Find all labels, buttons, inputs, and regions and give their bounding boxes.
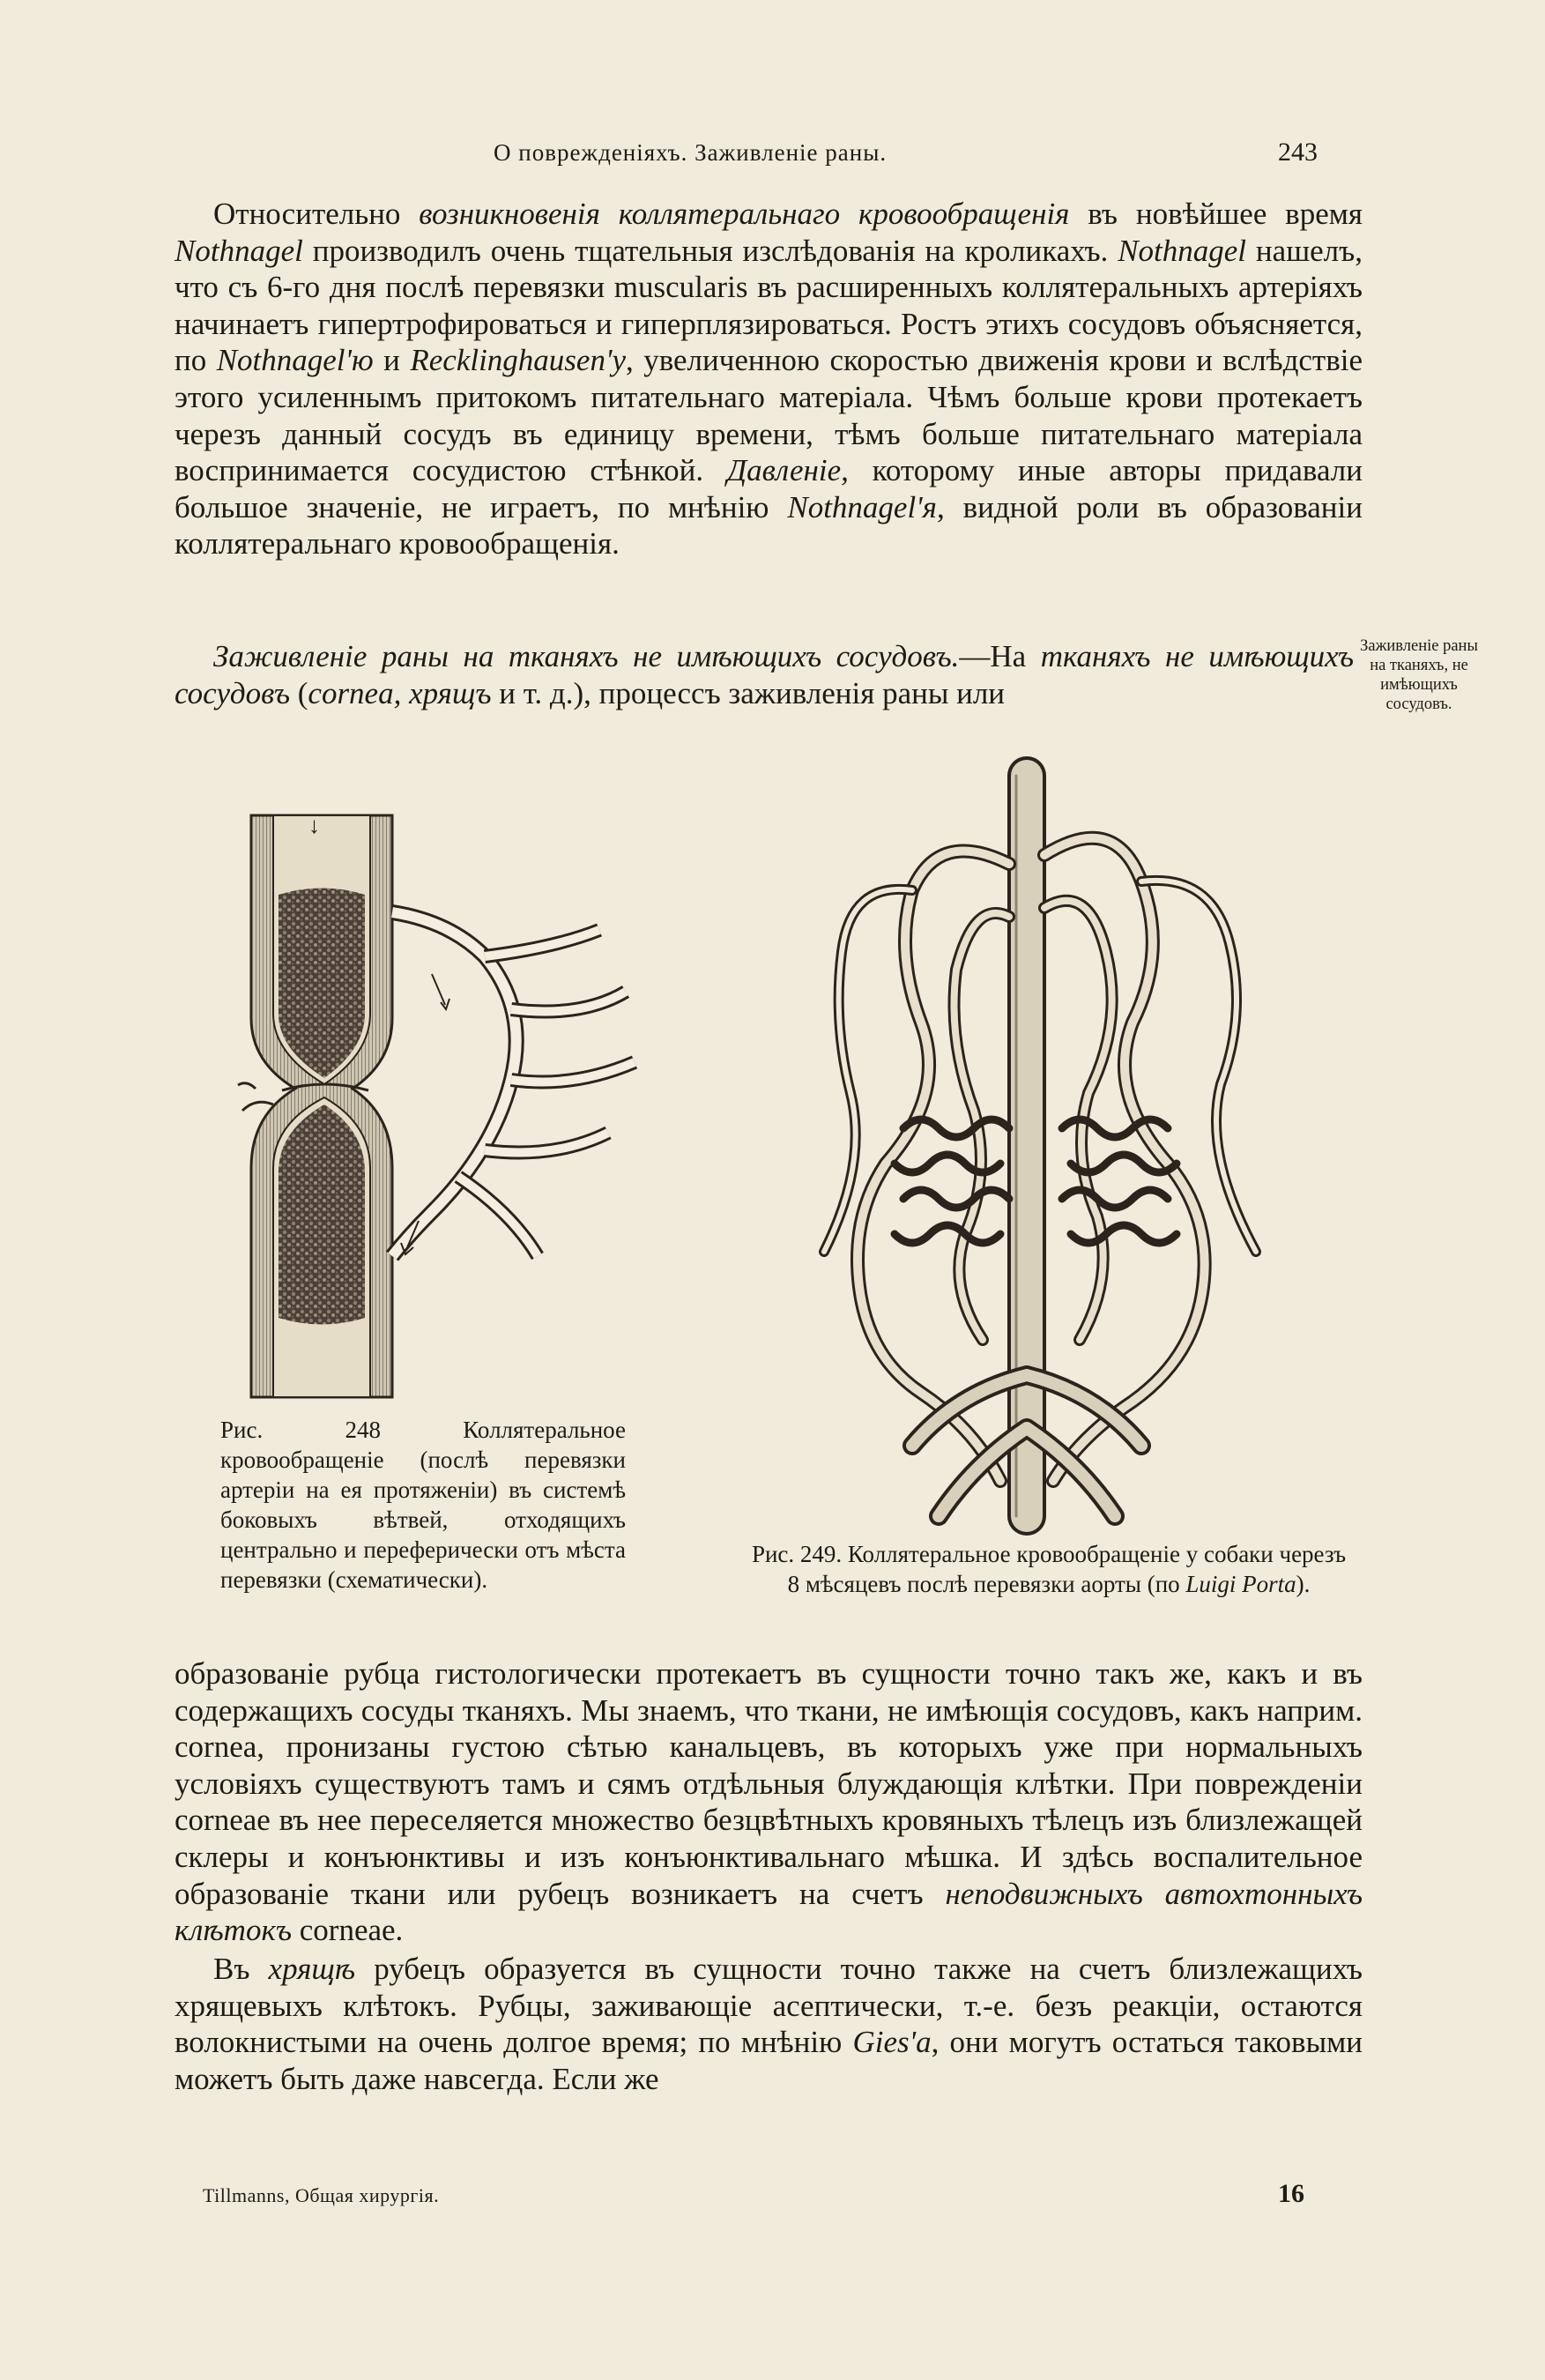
paragraph-avascular-scar: образованіе рубца гистологически протекаетъ въ сущности точно такъ же, какъ и въ содержащихъ сосуды тканяхъ. Мы знаемъ, что ткани, не имѣющія сосудовъ, какъ наприм. cornea, пронизаны густою сѣтью канальцевъ, въ которыхъ уже при нормальныхъ условіяхъ существуютъ тамъ и сямъ отдѣльныя блуждающія клѣтки. При поврежденіи corneae въ нее переселяется множество безцвѣтныхъ кровяныхъ тѣлецъ изъ близлежащей склеры и конъюнктивы и изъ конъюнктивальнаго мѣшка. И здѣсь воспалительное образованіе ткани или рубецъ возникаетъ на счетъ неподвижныхъ автохтонныхъ клѣтокъ corneae.: [175, 1656, 1363, 1948]
figure-248-caption: Рис. 248 Коллятеральное кровообращеніе (послѣ перевязки артеріи на ея протяженіи) въ системѣ боковыхъ вѣтвей, отходящихъ центрально и переферически отъ мѣста перевязки (схематически).: [220, 1417, 626, 1593]
figure-249-illustration: [798, 758, 1432, 1534]
footer-signature: Tillmanns, Общая хирургія.: [203, 2184, 440, 2206]
running-title: О поврежденіяхъ. Заживленіе раны.: [494, 139, 888, 166]
figure-248-illustration: [220, 798, 679, 1397]
paragraph-avascular-heading: Заживленіе раны на тканяхъ не имѣющихъ сосудовъ.—На тканяхъ не имѣющихъ сосудовъ (cornea, хрящъ и т. д.), процессъ заживленія раны или: [175, 639, 1354, 710]
flow-arrow: ↓: [308, 813, 320, 838]
margin-note: Заживленіе раны на тканяхъ, не имѣющихъ сосудовъ.: [1360, 637, 1478, 713]
figure-249-caption: Рис. 249. Коллятеральное кровообращеніе у собаки черезъ 8 мѣсяцевъ послѣ перевязки аорты (по Luigi Porta).: [751, 1541, 1347, 1597]
page-number: 243: [1278, 138, 1318, 167]
paragraph-collateral: Относительно возникновенія коллятеральнаго кровообращенія въ новѣйшее время Nothnagel производилъ очень тщательныя изслѣдованія на кроликахъ. Nothnagel нашелъ, что съ 6-го дня послѣ перевязки musculаris въ расширенныхъ коллятеральныхъ артеріяхъ начинаетъ гипертрофироваться и гиперплязироваться. Ростъ этихъ сосудовъ объясняется, по Nothnagel'ю и Recklinghausen'у, увеличенною скоростью движенія крови и вслѣдствіе этого усиленнымъ притокомъ питательнаго матеріала. Чѣмъ больше крови протекаетъ черезъ данный сосудъ въ единицу времени, тѣмъ больше питательнаго матеріала воспринимается сосудистою стѣнкой. Давленіе, которому иные авторы придавали большое значеніе, не играетъ, по мнѣнію Nothnagel'я, видной роли въ образованіи коллятеральнаго кровообращенія.: [175, 197, 1363, 562]
footer-sheet-number: 16: [1278, 2179, 1304, 2208]
paragraph-cartilage: Въ хрящѣ рубецъ образуется въ сущности точно также на счетъ близлежащихъ хрящевыхъ клѣтокъ. Рубцы, заживающіе асептически, т.-е. безъ реакціи, остаются волокнистыми на очень долгое время; по мнѣнію Gies'а, они могутъ остаться таковыми можетъ быть даже навсегда. Если же: [175, 1952, 1363, 2096]
